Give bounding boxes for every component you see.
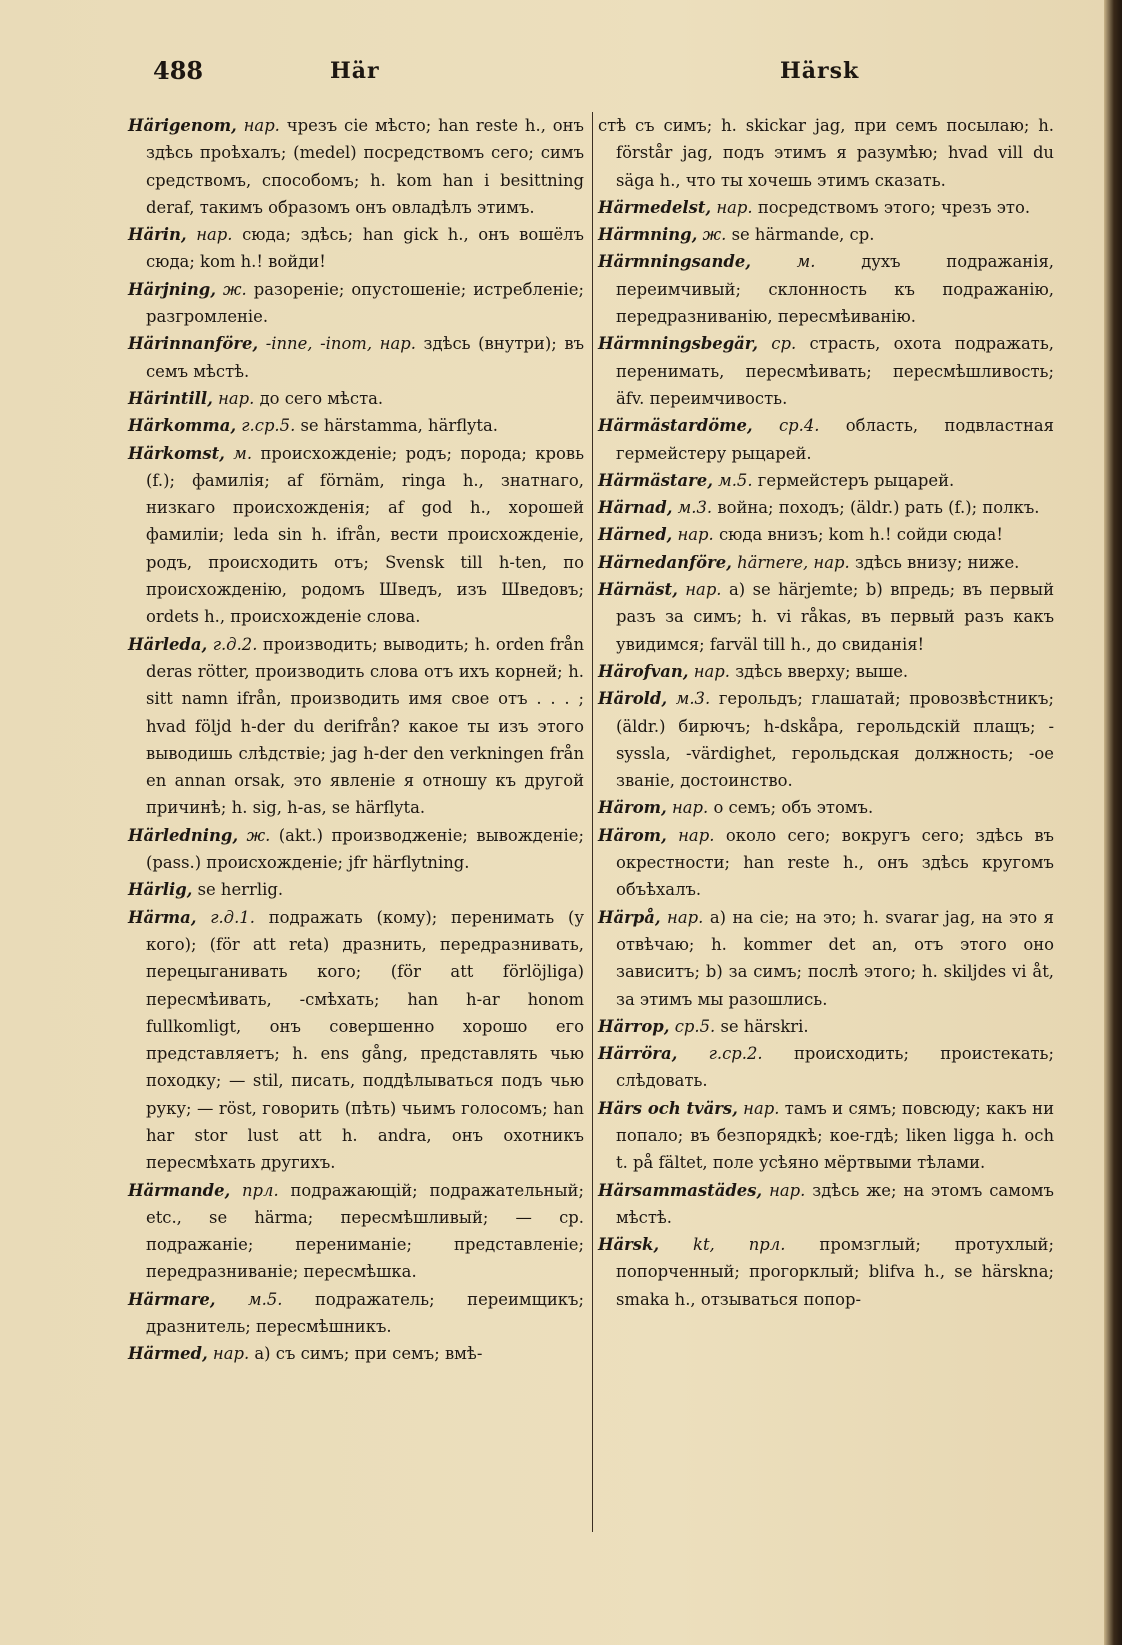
grammar-label: нар. [671,798,709,818]
headword: Härmed, [128,1344,208,1364]
dictionary-entry [598,1095,1054,1177]
grammar-label: -inne, -inom, нар. [265,334,416,354]
headword: Härned, [598,525,673,545]
grammar-label: нар. [693,661,730,681]
dictionary-entry [598,412,1054,467]
headword: Härpå, [598,907,661,927]
headword: Härmedelst, [598,197,712,217]
dictionary-entry [598,467,1054,494]
definition: область, подвластная гермейстеру рыцарей. [616,416,1054,463]
grammar-label: нар. [743,1098,780,1118]
grammar-label: прл. [242,1180,279,1200]
headword: Härjning, [128,279,216,299]
headword: Härinnanföre, [128,334,259,354]
grammar-label: г.д.2. [212,634,258,654]
definition: происхожденіе; родъ; порода; кровь (f.); фамилія; af förnäm, ringa h., знатнаго, низкаго происхожденія; af god h., хорошей фамиліи; leda sin h. ifrån, вести происхожденіе, родъ, происходить отъ; Svensk till h-ten, по происхожденію, родомъ Шведъ, изъ Шведовъ; ordets h., происхожденіе слова. [146,443,584,627]
headword: Härin, [128,225,187,245]
grammar-label: м.5. [248,1289,283,1309]
headword: Härofvan, [598,661,689,681]
headword: Härigenom, [128,116,237,135]
definition: подражающій; подражательный; etc., se härma; пересмѣшливый; — ср. подражаніе; перениманіе; представленіе; передразниваніе; пересмѣшка. [146,1180,584,1282]
definition: о семъ; объ этомъ. [713,798,874,818]
headword: Härledning, [128,825,239,845]
grammar-label: г.ср.2. [708,1044,763,1064]
grammar-label: нар. [667,907,704,927]
dictionary-entry [128,276,584,331]
dictionary-entry [598,112,1054,194]
headword: Härlig, [128,880,193,900]
definition: se härmande, ср. [731,225,875,245]
definition: происходить; проистекать; слѣдовать. [616,1044,1054,1091]
grammar-label: нар. [685,580,722,600]
definition: se herrlig. [197,880,284,900]
definition: подражать (кому); перенимать (у кого); (för att reta) дразнить, передразнивать, перецыганивать кого; (för att förlöjliga) пересмѣивать, -смѣхать; han h-ar honom fullkomligt, онъ совершенно хорошо его представляетъ; h. ens gång, представлять чью походку; — stil, писать, поддѣлываться подъ чью руку; — röst, говорить (пѣть) чьимъ голосомъ; han har stor lust att h. andra, онъ охотникъ пересмѣхать другихъ. [146,907,584,1173]
headword: Härmande, [128,1180,231,1200]
headword: Härmästardöme, [598,416,753,436]
dictionary-entry [128,221,584,276]
dictionary-entry [598,576,1054,658]
grammar-label: ср.4. [778,416,820,436]
dictionary-entry [598,822,1054,904]
headword: Härkomma, [128,416,237,436]
headword: Härmästare, [598,470,713,490]
headword: Härma, [128,907,197,927]
definition: духъ подражанія, переимчивый; склонность къ подражанію, передразниванію, пересмѣиванію. [616,252,1055,327]
grammar-label: м.3. [677,498,713,518]
definition: страсть, охота подражать, перенимать, пересмѣивать; пересмѣшливость; äfv. переимчивость. [616,334,1054,408]
definition: сюда; здѣсь; han gick h., онъ вошёлъ сюда; kom h.! войди! [146,225,584,272]
definition: производить; выводить; h. orden från deras rötter, производить слова отъ ихъ корней; h. sitt namn ifrån, производить имя свое отъ . . . ; hvad följd h-der du derifrån? какое ты изъ этого выводишь слѣдствіе; jag h-der den verkningen från en annan orsak, это явленіе я отношу къ другой причинѣ; h. sig, h-as, se härflyta. [146,634,584,818]
dictionary-entry [598,794,1054,821]
headword: Härom, [598,825,667,845]
grammar-label: м.3. [675,689,711,709]
definition: se härstamma, härflyta. [300,416,498,436]
dictionary-entry [598,221,1054,248]
page-header [0,56,1100,96]
grammar-label: г.ср.5. [241,416,296,436]
headword: Härmning, [598,225,698,245]
dictionary-entry [128,1177,584,1286]
headword: Härleda, [128,634,208,654]
definition: гермейстеръ рыцарей. [757,470,955,490]
dictionary-entry [128,1286,584,1341]
grammar-label: нар. [769,1180,806,1200]
grammar-label: нар. [678,825,715,845]
dictionary-entry [598,549,1054,576]
definition: здѣсь же; на этомъ самомъ мѣстѣ. [616,1180,1054,1227]
definition: разореніе; опустошеніе; истребленіе; разгромленіе. [146,279,584,327]
definition: (akt.) производженіе; вывожденіе; (pass.) происхожденіе; jfr härflytning. [146,825,584,873]
headword: Härsammastädes, [598,1180,763,1200]
guide-word-right: Härsk [780,58,860,84]
dictionary-entry [128,412,584,439]
dictionary-entry [128,631,584,822]
headword: Härmningsbegär, [598,334,758,354]
grammar-label: härnere, нар. [737,552,850,572]
headword: Härkomst, [128,443,225,463]
definition: война; походъ; (äldr.) рать (f.); полкъ. [717,498,1040,518]
headword: Härnad, [598,498,673,518]
grammar-label: м. [796,252,816,272]
definition: до сего мѣста. [259,388,384,408]
definition: а) съ симъ; при семъ; вмѣ- [254,1344,483,1364]
dictionary-entry [598,194,1054,221]
grammar-label: нар. [218,388,255,408]
definition: подражатель; переимщикъ; дразнитель; пересмѣшникъ. [146,1289,584,1337]
definition: тамъ и сямъ; повсюду; какъ ни попало; въ безпорядкѣ; кое-гдѣ; liken ligga h. och t. på fältet, поле усѣяно мёртвыми тѣлами. [616,1098,1054,1173]
headword: Härintill, [128,388,213,408]
column-divider [592,112,593,1532]
definition: чрезъ сіе мѣсто; han reste h., онъ здѣсь проѣхалъ; (medel) посредствомъ сего; симъ средствомъ, способомъ; h. kom han i besittning deraf, такимъ образомъ онъ овладѣлъ этимъ. [146,116,584,217]
headword: Härsk, [598,1235,660,1255]
definition: около сего; вокругъ сего; здѣсь въ окрестности; han reste h., онъ здѣсь кругомъ объѣхалъ. [616,825,1054,900]
dictionary-entry [598,494,1054,521]
definition: здѣсь внизу; ниже. [854,552,1020,572]
grammar-label: ж. [246,825,271,845]
guide-word-left: Här [330,58,380,84]
definition: здѣсь вверху; выше. [735,661,909,681]
grammar-label: ж. [702,225,727,245]
dictionary-entry [128,440,584,631]
dictionary-entry [128,112,584,221]
headword: Härröra, [598,1044,678,1064]
dictionary-entry [598,1177,1054,1232]
grammar-label: kt, прл. [693,1235,786,1255]
grammar-label: м. [233,443,253,463]
grammar-label: ср.5. [674,1016,716,1036]
dictionary-entry [128,822,584,877]
definition: сюда внизъ; kom h.! сойди сюда! [718,525,1003,545]
page-edge [1104,0,1122,1645]
grammar-label: г.д.1. [210,907,255,927]
grammar-label: нар. [677,525,714,545]
dictionary-entry [598,1231,1054,1313]
headword: Härold, [598,689,668,709]
grammar-label: нар. [243,116,280,135]
dictionary-entry [128,1340,584,1367]
dictionary-entry [598,1040,1054,1095]
dictionary-entry [598,685,1054,794]
definition: а) на сіе; на это; h. svarar jag, на это я отвѣчаю; h. kommer det an, отъ этого оно зависитъ; b) за симъ; послѣ этого; h. skiljdes vi åt, за этимъ мы разошлись. [616,907,1054,1009]
page-number: 488 [153,56,204,85]
dictionary-entry [598,658,1054,685]
headword: Härmningsande, [598,252,751,272]
grammar-label: ж. [222,279,247,299]
grammar-label: м.5. [718,470,753,490]
grammar-label: нар. [716,197,753,217]
dictionary-entry [128,385,584,412]
grammar-label: нар. [196,225,233,245]
dictionary-entry [128,876,584,903]
dictionary-entry [598,904,1054,1013]
dictionary-entry [128,330,584,385]
dictionary-entry [598,248,1054,330]
right-column [598,112,1054,1313]
headword: Härrop, [598,1016,670,1036]
definition: а) se härjemte; b) впредь; въ первый разъ за симъ; h. vi råkas, въ первый разъ какъ увидимся; farväl till h., до свиданія! [616,580,1054,654]
dictionary-entry [128,904,584,1177]
definition: se härskri. [720,1016,809,1036]
dictionary-entry [598,521,1054,548]
headword: Härnedanföre, [598,552,732,572]
headword: Härs och tvärs, [598,1098,738,1118]
definition: промзглый; протухлый; попорченный; прогорклый; blifva h., se härskna; smaka h., отзываться попор- [616,1235,1055,1309]
definition: герольдъ; глашатай; провозвѣстникъ; (äldr.) бирючъ; h-dskåpa, герольдскій плащъ; -syssla, -värdighet, герольдская должность; -ое званіе, достоинство. [616,689,1054,791]
dictionary-entry [598,1013,1054,1040]
headword: Härmare, [128,1289,216,1309]
headword: Härom, [598,798,667,818]
grammar-label: ср. [771,334,797,354]
left-column [128,112,584,1368]
definition: здѣсь (внутри); въ семъ мѣстѣ. [146,334,585,381]
definition: посредствомъ этого; чрезъ это. [757,197,1031,217]
definition: стѣ съ симъ; h. skickar jag, при семъ посылаю; h. förstår jag, подъ этимъ я разумѣю; hvad vill du säga h., что ты хочешь этимъ сказать. [598,116,1054,190]
grammar-label: нар. [212,1344,250,1364]
headword: Härnäst, [598,580,678,600]
dictionary-entry [598,330,1054,412]
